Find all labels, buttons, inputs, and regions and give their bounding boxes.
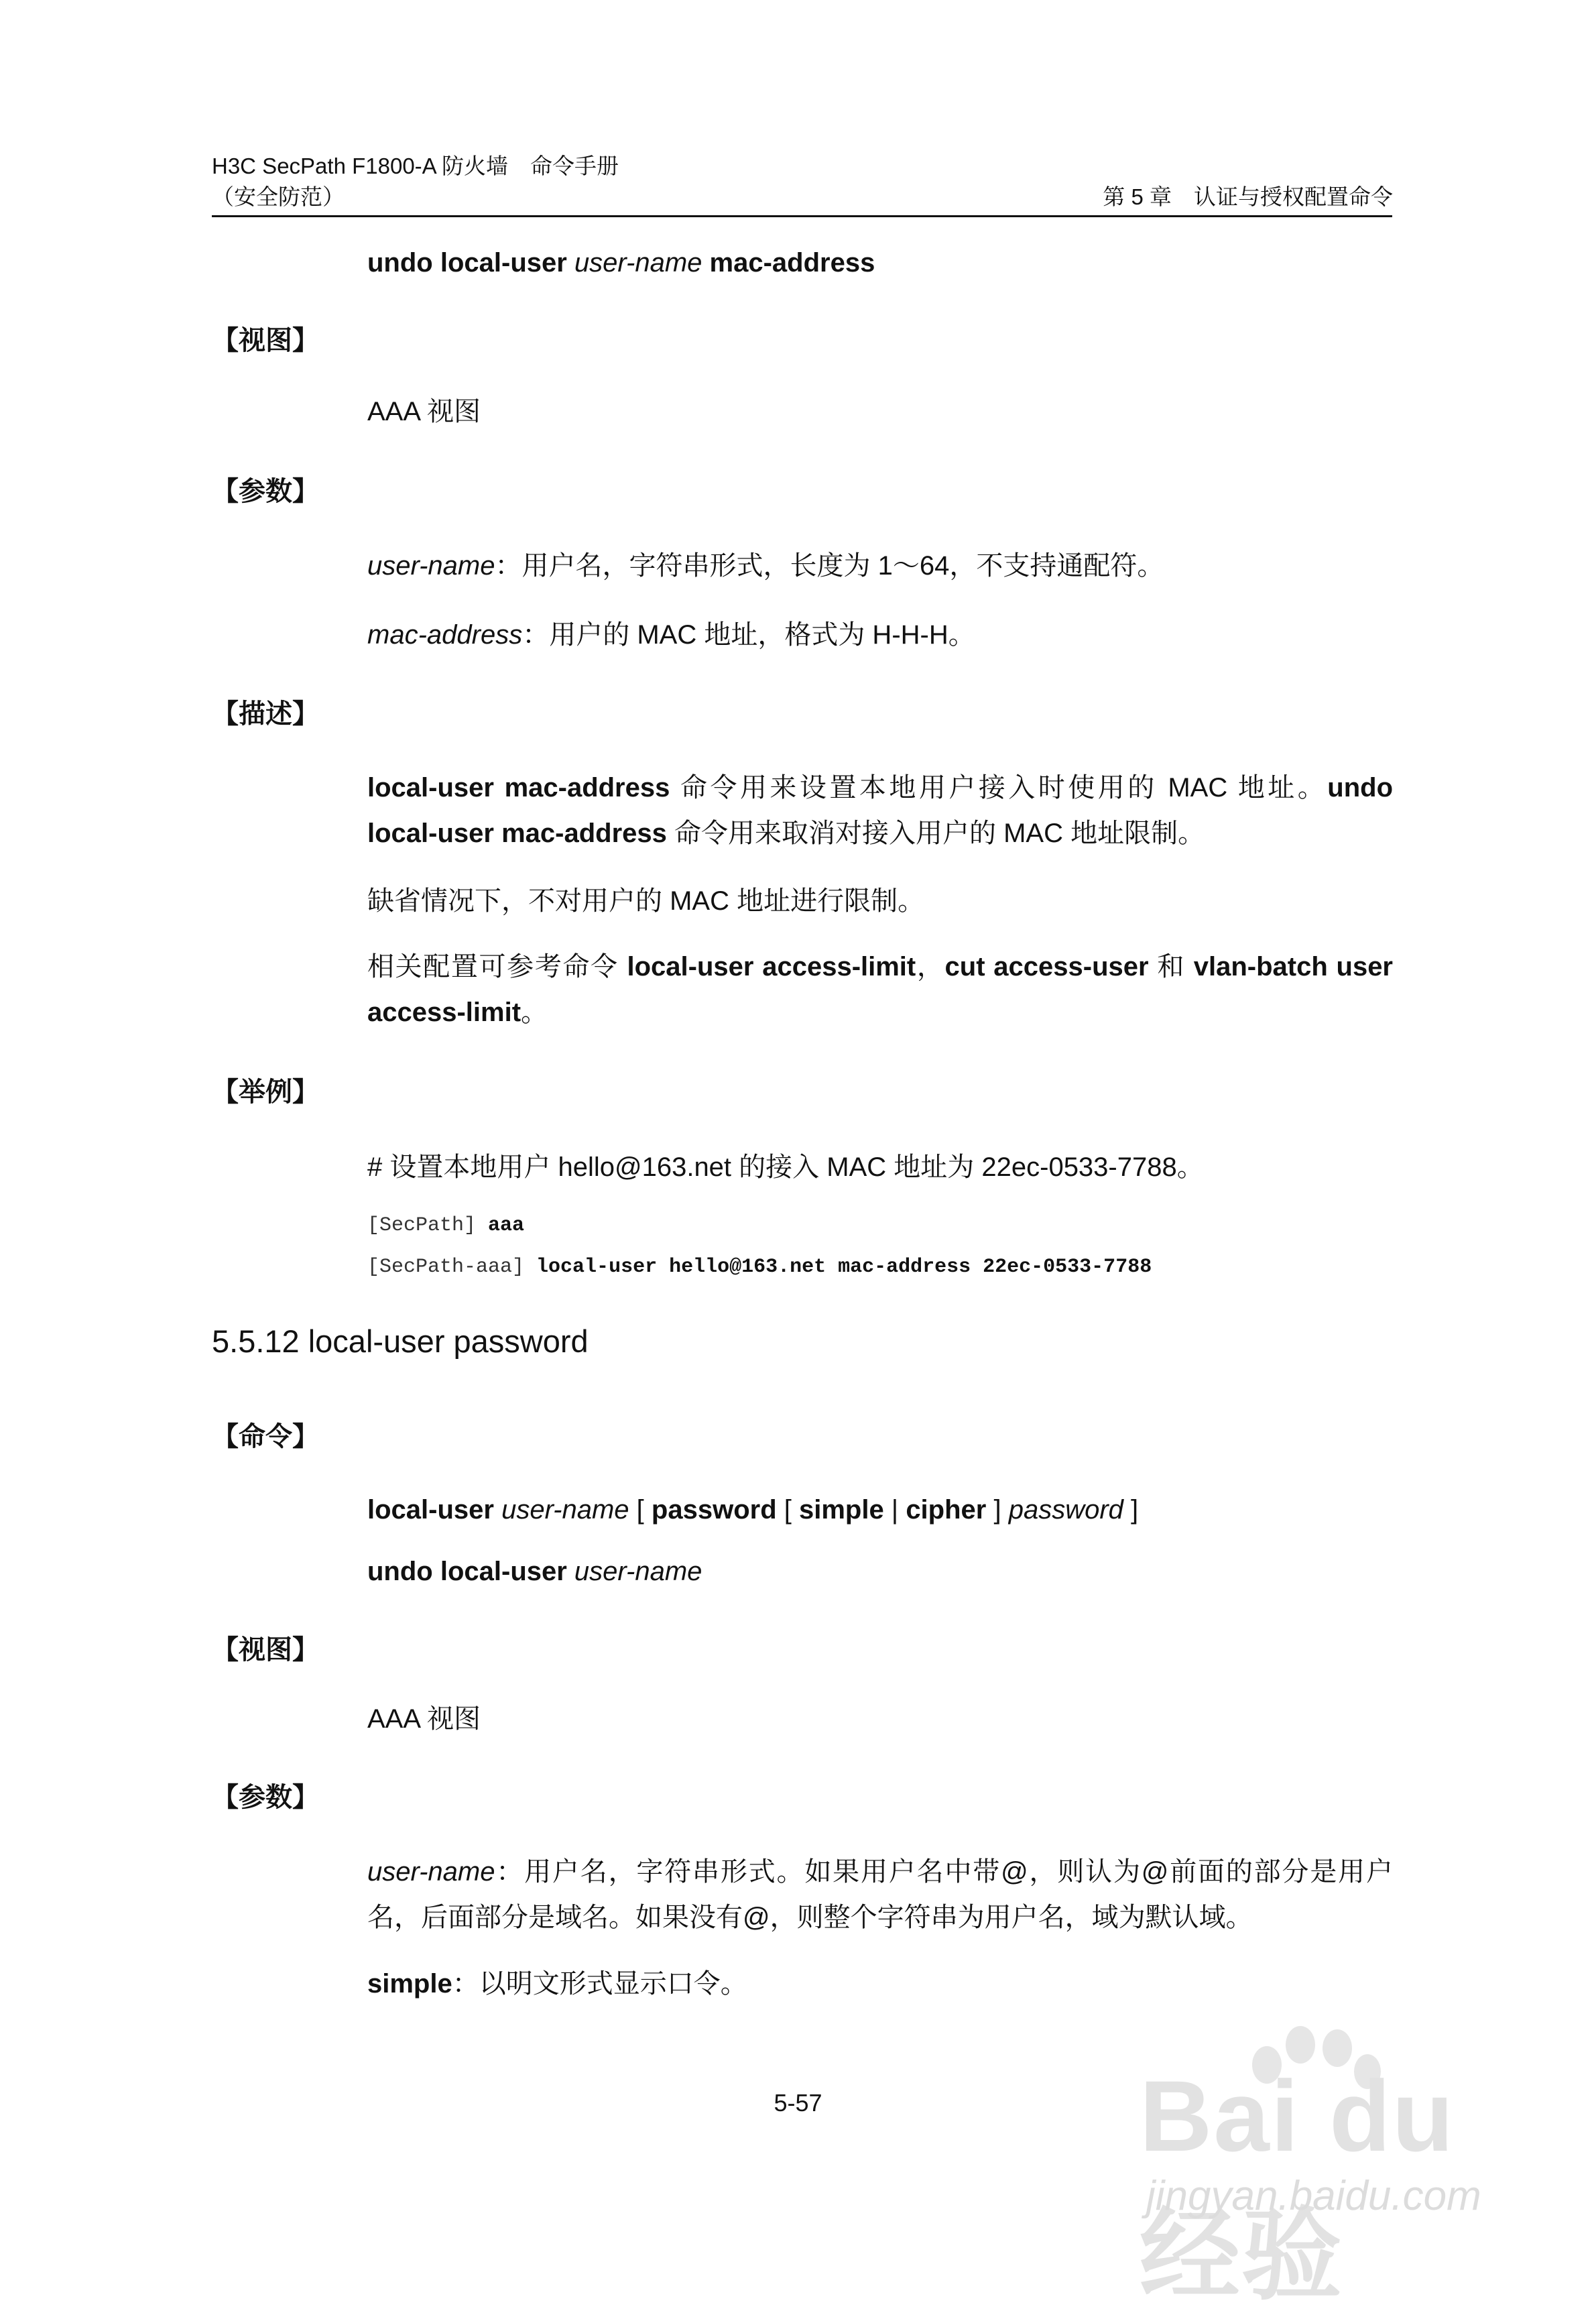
undo-command-syntax-2: undo local-user user-name — [367, 1557, 702, 1586]
header-chapter: 第 5 章 认证与授权配置命令 — [1103, 184, 1393, 209]
param-mac-address: mac-address：用户的 MAC 地址，格式为 H-H-H。 — [367, 620, 975, 650]
code-line-1: [SecPath] aaa — [367, 1214, 525, 1237]
command-syntax: local-user user-name [ password [ simple | cipher ] password ] — [367, 1495, 1139, 1525]
undo-command-syntax: undo local-user user-name mac-address — [367, 248, 875, 278]
param-user-name: user-name：用户名，字符串形式，长度为 1～64，不支持通配符。 — [367, 551, 1164, 581]
watermark-url: jingyan.baidu.com — [1146, 2173, 1481, 2219]
view-text-2: AAA 视图 — [367, 1704, 481, 1734]
header-subtitle: （安全防范） — [212, 184, 345, 209]
description-paragraph-1: local-user mac-address 命令用来设置本地用户接入时使用的 MAC 地址。undo local-user mac-address 命令用来取消对接入用户的 MAC 地址限制。 — [367, 773, 1394, 848]
view-label-2: 【视图】 — [212, 1635, 319, 1665]
command-label: 【命令】 — [212, 1422, 319, 1451]
param-simple: simple：以明文形式显示口令。 — [367, 1969, 747, 1999]
header-divider — [212, 215, 1392, 217]
code-line-2: [SecPath-aaa] local-user hello@163.net mac-address 22ec-0533-7788 — [367, 1256, 1152, 1279]
header-title: H3C SecPath F1800-A 防火墙 命令手册 — [212, 154, 619, 178]
page-number: 5-57 — [774, 2089, 822, 2117]
baidu-jingyan-watermark — [1140, 2045, 1542, 2312]
view-text: AAA 视图 — [367, 397, 481, 426]
param-user-name-2: user-name：用户名，字符串形式。如果用户名中带@，则认为@前面的部分是用户名，后面部分是域名。如果没有@，则整个字符串为用户名，域为默认域。 — [367, 1857, 1393, 1932]
param-label: 【参数】 — [212, 477, 319, 506]
description-label: 【描述】 — [212, 699, 319, 729]
description-paragraph-3: 相关配置可参考命令 local-user access-limit，cut access-user 和 vlan-batch user access-limit。 — [367, 952, 1394, 1027]
watermark-logo: Bai du 经验 — [1140, 2060, 1455, 2312]
view-label: 【视图】 — [212, 326, 319, 355]
example-text: # 设置本地用户 hello@163.net 的接入 MAC 地址为 22ec-0533-7788。 — [367, 1152, 1204, 1182]
section-heading: 5.5.12 local-user password — [212, 1323, 589, 1359]
param-label-2: 【参数】 — [212, 1783, 319, 1812]
example-label: 【举例】 — [212, 1077, 319, 1107]
description-paragraph-2: 缺省情况下，不对用户的 MAC 地址进行限制。 — [367, 886, 925, 916]
